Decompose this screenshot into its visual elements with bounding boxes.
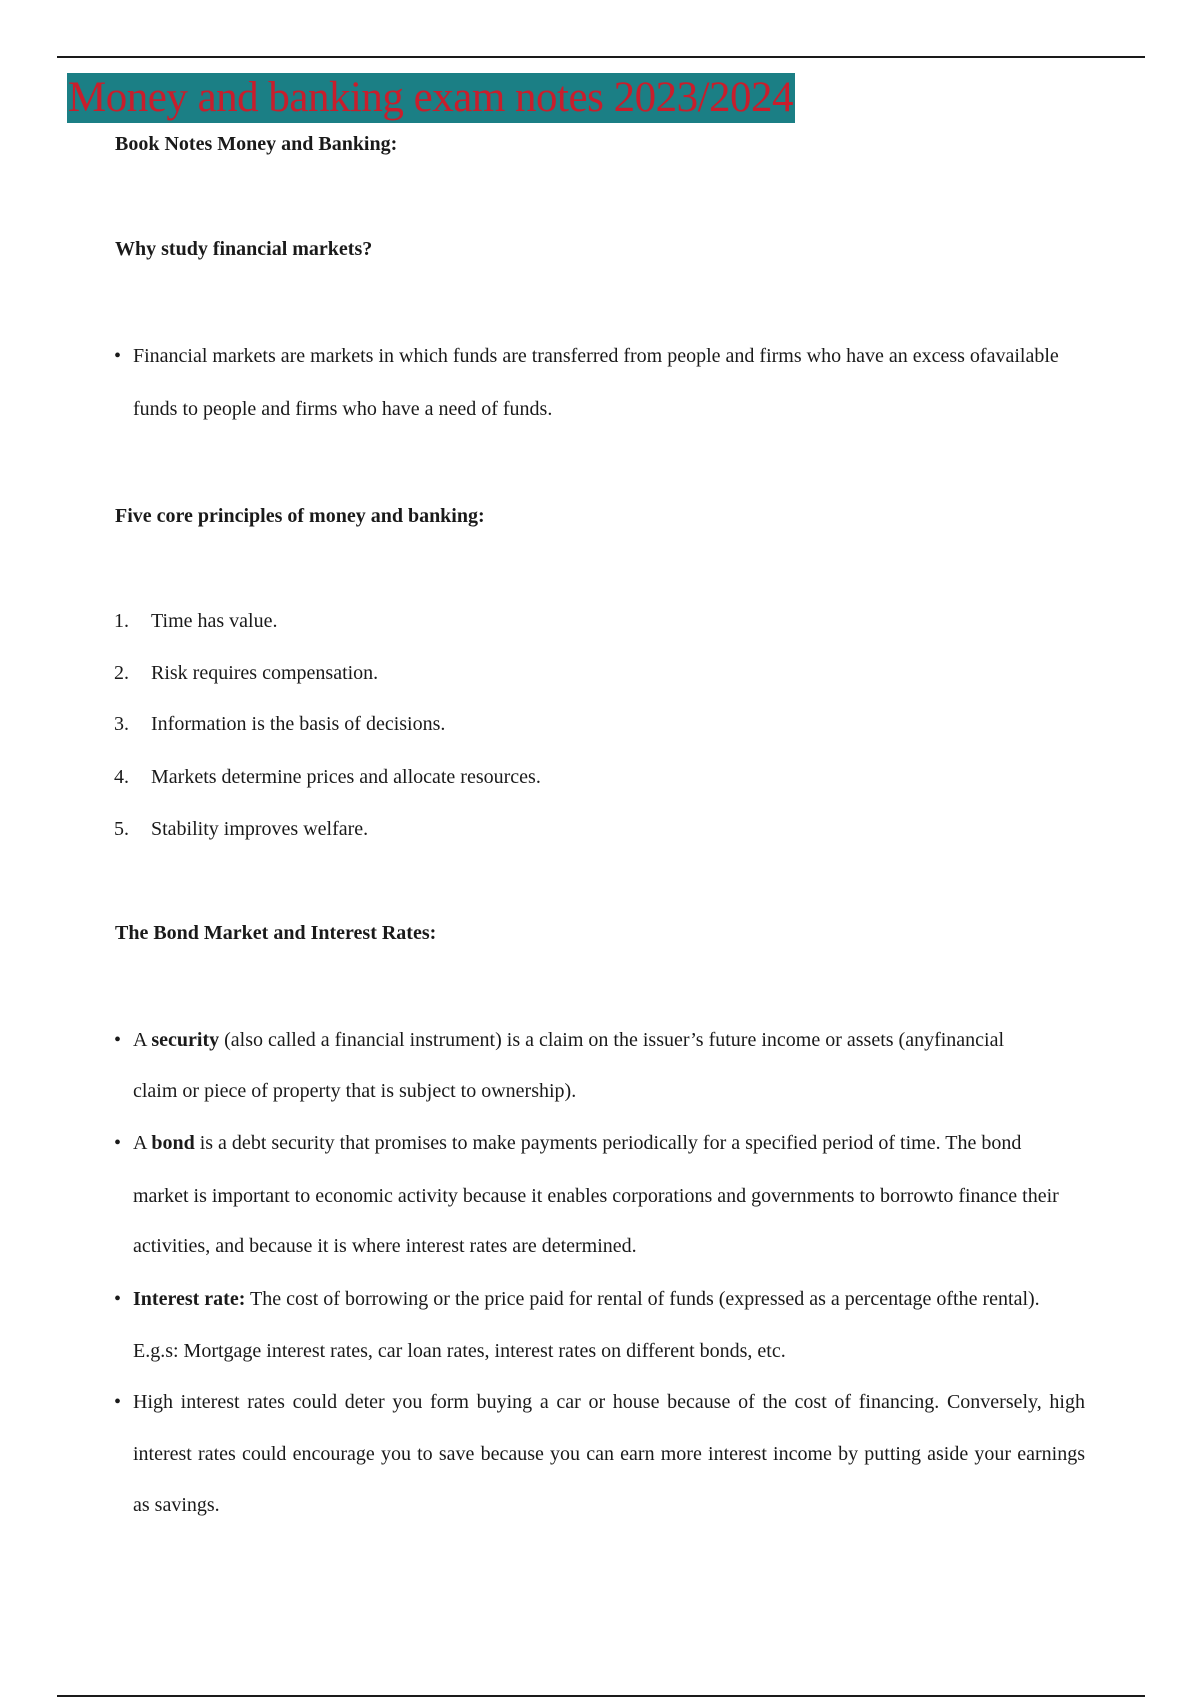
list-item-number: 2. bbox=[114, 662, 129, 684]
bullet-icon: • bbox=[114, 1288, 122, 1310]
list-item: Time has value. bbox=[151, 610, 278, 632]
list-item: Risk requires compensation. bbox=[151, 662, 379, 684]
term-bond: bond bbox=[151, 1132, 195, 1154]
high-rates-line2: interest rates could encourage you to save because you can earn more interest income by putting aside your earnings bbox=[133, 1443, 1085, 1465]
bottom-rule bbox=[57, 1695, 1145, 1697]
high-rates-line1: High interest rates could deter you form buying a car or house because of the cost of financing. Conversely, high bbox=[133, 1391, 1085, 1413]
bullet-icon: • bbox=[114, 1029, 122, 1051]
page-title: Money and banking exam notes 2023/2024 bbox=[68, 74, 794, 121]
term-security: security bbox=[151, 1029, 220, 1051]
bullet-icon: • bbox=[114, 345, 122, 367]
bond-line2: market is important to economic activity because it enables corporations and governments to borrowto finance their bbox=[133, 1185, 1059, 1207]
list-item: Information is the basis of decisions. bbox=[151, 713, 446, 735]
subtitle: Book Notes Money and Banking: bbox=[115, 133, 398, 155]
title-banner bbox=[67, 73, 795, 123]
section3-heading: The Bond Market and Interest Rates: bbox=[115, 922, 437, 944]
text-prefix: A bbox=[133, 1132, 152, 1154]
list-item-number: 4. bbox=[114, 766, 129, 788]
security-line1 bbox=[133, 1029, 1004, 1052]
security-line2: claim or piece of property that is subject to ownership). bbox=[133, 1080, 577, 1102]
bullet-icon: • bbox=[114, 1391, 122, 1413]
security-line1-rest: (also called a financial instrument) is a claim on the issuer’s future income or assets (anyfinancial bbox=[219, 1029, 1005, 1051]
section1-heading: Why study financial markets? bbox=[115, 238, 373, 260]
list-item: Stability improves welfare. bbox=[151, 818, 369, 840]
list-item-number: 3. bbox=[114, 713, 129, 735]
top-rule bbox=[57, 56, 1145, 58]
section2-heading: Five core principles of money and banking: bbox=[115, 505, 485, 527]
text-prefix: A bbox=[133, 1029, 152, 1051]
term-interest-rate: Interest rate: bbox=[133, 1288, 246, 1310]
section1-bullet1-line2: funds to people and firms who have a need of funds. bbox=[133, 398, 553, 420]
bond-line3: activities, and because it is where interest rates are determined. bbox=[133, 1235, 637, 1257]
list-item-number: 1. bbox=[114, 610, 129, 632]
section1-bullet1-line1: Financial markets are markets in which funds are transferred from people and firms who have an excess ofavailable bbox=[133, 345, 1059, 367]
list-item-number: 5. bbox=[114, 818, 129, 840]
bullet-icon: • bbox=[114, 1132, 122, 1154]
list-item: Markets determine prices and allocate resources. bbox=[151, 766, 541, 788]
high-rates-line3: as savings. bbox=[133, 1494, 220, 1516]
interest-rate-line1-rest: The cost of borrowing or the price paid for rental of funds (expressed as a percentage ofthe rental). bbox=[245, 1288, 1040, 1310]
interest-rate-line2: E.g.s: Mortgage interest rates, car loan rates, interest rates on different bonds, etc. bbox=[133, 1340, 786, 1362]
interest-rate-line1 bbox=[133, 1288, 1040, 1311]
bond-line1-rest: is a debt security that promises to make payments periodically for a specified period of time. The bond bbox=[194, 1132, 1022, 1154]
bond-line1 bbox=[133, 1132, 1021, 1155]
